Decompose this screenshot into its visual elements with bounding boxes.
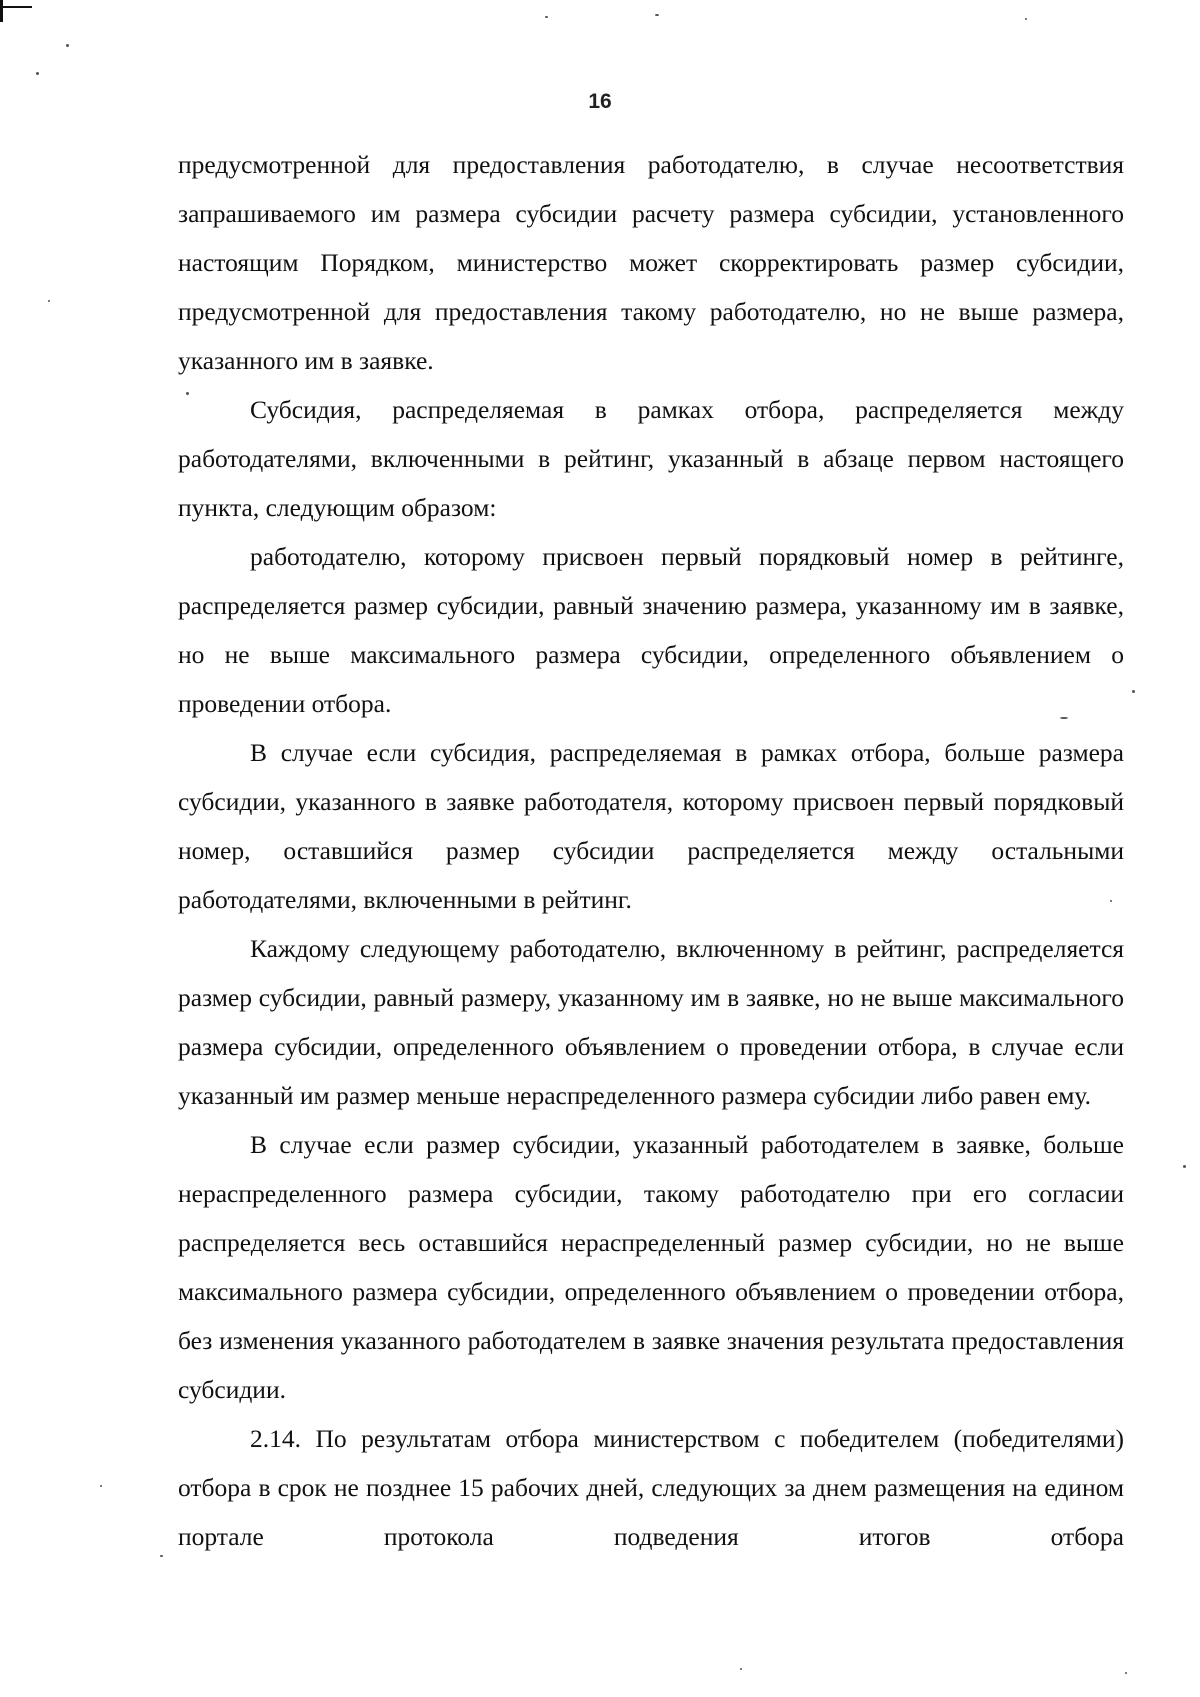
scan-edge-line <box>0 6 32 8</box>
scan-speck <box>1125 1672 1127 1674</box>
scan-speck <box>160 1555 163 1557</box>
paragraph-continuation: предусмотренной для предоставления работодателю, в случае несоответствия запрашиваемого им размера субсидии расчету размера субсидии, установленного настоящим Порядком, министерство может скорректировать размер субсидии, предусмотренной для предоставления такому работодателю, но не выше размера, указанного им в заявке. <box>178 150 1124 375</box>
scan-speck <box>545 16 548 18</box>
scan-speck <box>655 14 659 16</box>
scan-speck <box>66 44 69 47</box>
page-number: 16 <box>588 90 612 113</box>
scan-speck <box>1132 690 1135 693</box>
scan-edge-bar <box>0 0 3 22</box>
paragraph-subsidy-distribution: Субсидия, распределяемая в рамках отбора, распределяется между работодателями, включенными в рейтинг, указанный в абзаце первом настоящего пункта, следующим образом: <box>178 395 1124 522</box>
scan-speck <box>48 300 50 302</box>
scan-speck <box>100 1485 102 1487</box>
paragraph-exceeds-undistributed: В случае если размер субсидии, указанный работодателем в заявке, больше нераспределенного размера субсидии, такому работодателю при его согласии распределяется весь оставшийся нераспределенный размер субсидии, но не выше максимального размера субсидии, определенного объявлением о проведении отбора, без изменения указанного работодателем в заявке значения результата предоставления субсидии. <box>178 1130 1124 1404</box>
paragraph-first-employer: работодателю, которому присвоен первый порядковый номер в рейтинге, распределяется размер субсидии, равный значению размера, указанному им в заявке, но не выше максимального размера субсидии, определенного объявлением о проведении отбора. <box>178 542 1124 718</box>
paragraph-remaining-subsidy: В случае если субсидия, распределяемая в рамках отбора, больше размера субсидии, указанного в заявке работодателя, которому присвоен первый порядковый номер, оставшийся размер субсидии распределяется между остальными работодателями, включенными в рейтинг. <box>178 738 1124 914</box>
paragraph-section-2-14: 2.14. По результатам отбора министерством с победителем (победителями) отбора в срок не позднее 15 рабочих дней, следующих за днем размещения на едином портале протокола подведения итогов отбора <box>178 1424 1124 1551</box>
scan-speck <box>1183 1165 1186 1168</box>
scan-speck <box>740 1668 742 1670</box>
scan-speck <box>1025 18 1027 20</box>
scan-speck <box>36 72 39 75</box>
document-body <box>178 140 1124 1561</box>
paragraph-next-employer: Каждому следующему работодателю, включенному в рейтинг, распределяется размер субсидии, равный размеру, указанному им в заявке, но не выше максимального размера субсидии, определенного объявлением о проведении отбора, в случае если указанный им размер меньше нераспределенного размера субсидии либо равен ему. <box>178 934 1124 1110</box>
